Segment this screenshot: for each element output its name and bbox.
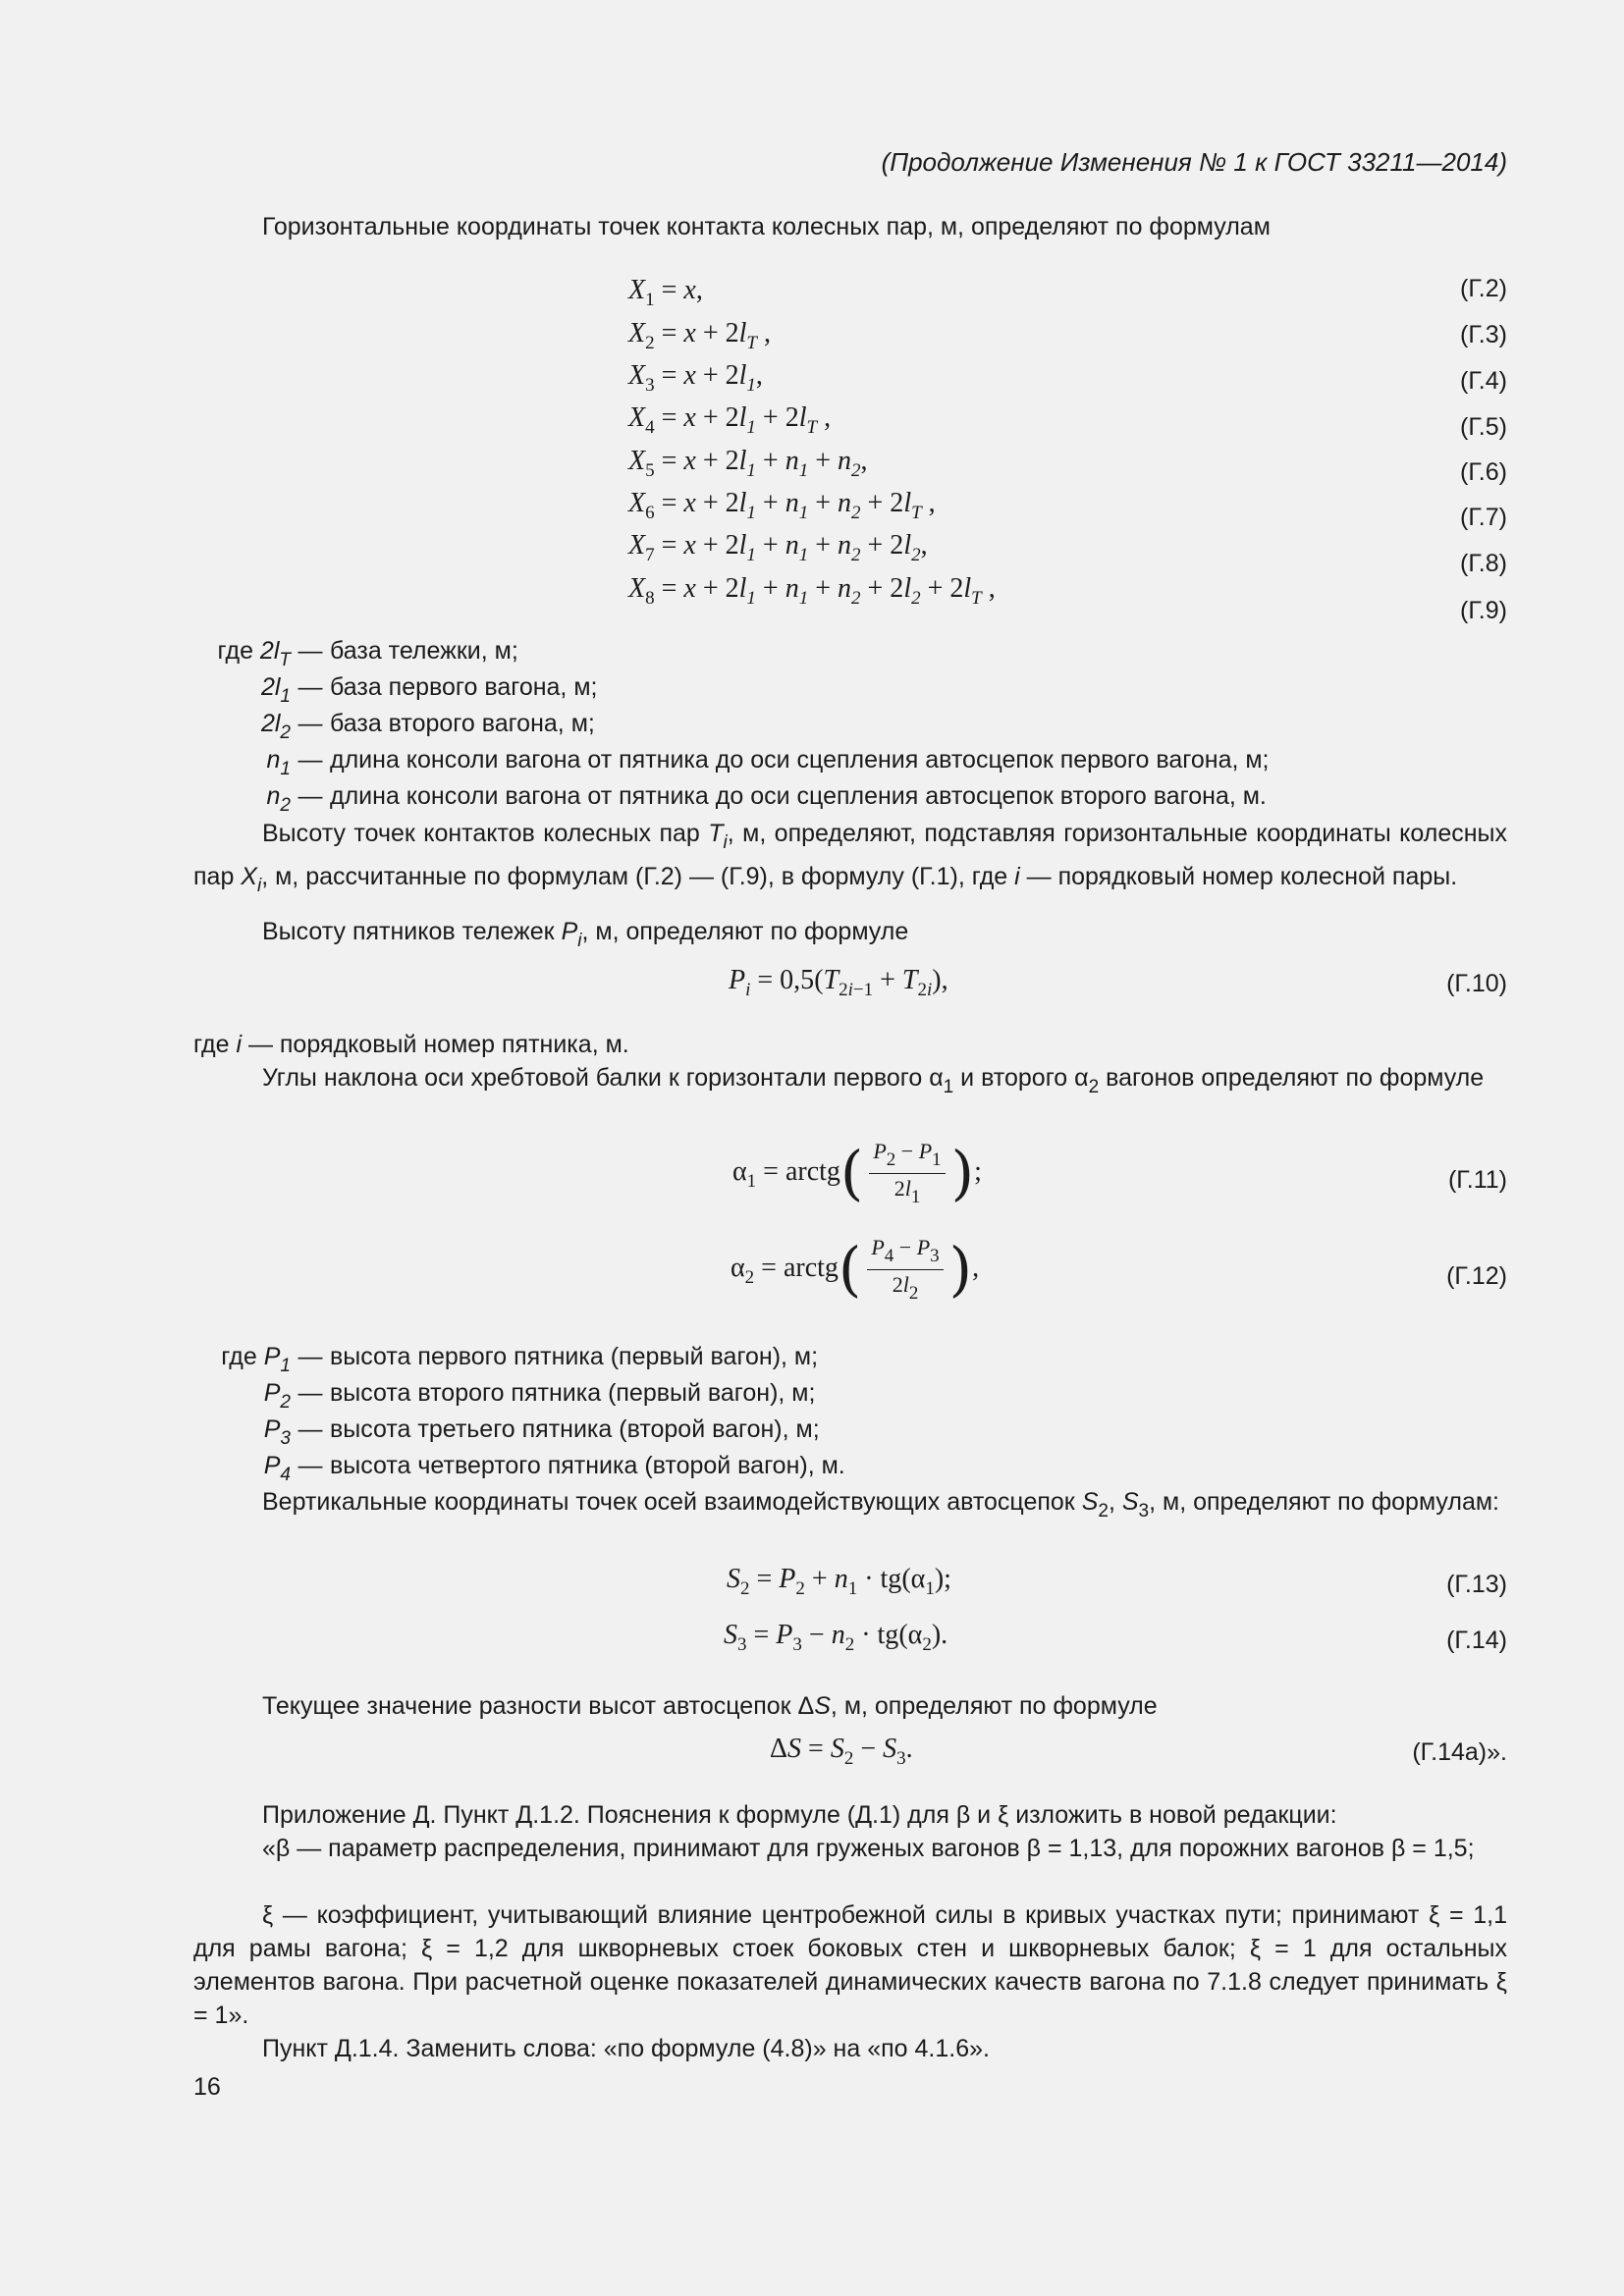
- equation-number-g10: (Г.10): [1446, 970, 1507, 997]
- para-pivot-height: Высоту пятников тележек $P_i$, м, определяют по формуле: [262, 918, 909, 951]
- para-where-i: где i — порядковый номер пятника, м.: [193, 1031, 629, 1058]
- equation-g12: $\alpha_2$ = arctg( $\frac{P4 - P3}{2l2}$ ),: [731, 1235, 980, 1305]
- equation-x8: $X_8 = x + 2l_1 + n_1 + n_2 + 2l_2 + 2l_T$ ,: [628, 573, 996, 609]
- equation-number-x1: (Г.2): [1460, 275, 1507, 302]
- equation-number-x7: (Г.8): [1460, 550, 1507, 577]
- equation-number-x6: (Г.7): [1460, 504, 1507, 531]
- appendix-paragraph-1: Приложение Д. Пункт Д.1.2. Пояснения к формуле (Д.1) для β и ξ изложить в новой редакции:: [262, 1801, 1337, 1829]
- equation-number-g14a: (Г.14а)».: [1412, 1738, 1507, 1766]
- equation-number-x2: (Г.3): [1460, 321, 1507, 348]
- equation-x5: $X_5 = x + 2l_1 + n_1 + n_2$,: [628, 446, 868, 481]
- legend-row: $P_3$ — высота третьего пятника (второй вагон), м;: [263, 1415, 820, 1449]
- page-number: 16: [193, 2073, 221, 2101]
- equation-number-g14: (Г.14): [1446, 1627, 1507, 1654]
- equation-x7: $X_7 = x + 2l_1 + n_1 + n_2 + 2l_2$,: [628, 530, 928, 565]
- para-vertical-coords: Вертикальные координаты точек осей взаимодействующих автосцепок $S_2$, $S_3$, м, определяют по формулам:: [262, 1488, 1499, 1522]
- legend-row: $P_4$ — высота четвертого пятника (второй вагон), м.: [263, 1452, 845, 1485]
- legend-row: $2l_1$ — база первого вагона, м;: [260, 673, 598, 707]
- para-angles: Углы наклона оси хребтовой балки к горизонтали первого $\alpha_1$ и второго $\alpha_2$ вагонов определяют по формуле: [262, 1064, 1485, 1097]
- equation-number-x4: (Г.5): [1460, 413, 1507, 441]
- appendix-paragraph-3: ξ — коэффициент, учитывающий влияние центробежной силы в кривых участках пути; принимают ξ = 1,1 для рамы вагона; ξ = 1,2 для шкворневых стоек боковых стен и шкворневых балок; ξ = 1 для остальных элементов вагона. При расчетной оценке показателей динамических качеств вагона по 7.1.8 следует принимать ξ = 1».: [193, 1901, 1507, 2029]
- equation-x2: $X_2 = x + 2l_T$ ,: [628, 318, 771, 353]
- intro-paragraph: Горизонтальные координаты точек контакта колесных пар, м, определяют по формулам: [262, 213, 1271, 240]
- equation-number-g11: (Г.11): [1447, 1166, 1507, 1194]
- legend-row: $P_2$ — высота второго пятника (первый вагон), м;: [263, 1379, 816, 1413]
- equation-number-x8: (Г.9): [1460, 597, 1507, 624]
- legend-row: $2l_2$ — база второго вагона, м;: [260, 710, 595, 743]
- equation-number-g12: (Г.12): [1446, 1262, 1507, 1290]
- para-height-difference: Текущее значение разности высот автосцепок ΔS, м, определяют по формуле: [262, 1692, 1158, 1720]
- equation-g14: $S_3 = P_3 - n_2 \cdot tg(\alpha_2)$.: [724, 1620, 948, 1655]
- legend-row: где $2l_T$ — база тележки, м;: [217, 637, 518, 670]
- legend-row: $n_2$ — длина консоли вагона от пятника до оси сцепления автосцепок второго вагона, м.: [266, 782, 1267, 816]
- equation-g13: $S_2 = P_2 + n_1 \cdot tg(\alpha_1)$;: [727, 1564, 951, 1599]
- equation-number-g13: (Г.13): [1446, 1571, 1507, 1598]
- equation-x3: $X_3 = x + 2l_1$,: [628, 360, 763, 396]
- para-wheel-height: Высоту точек контактов колесных пар $T_i$, м, определяют, подставляя горизонтальные координаты колесных пар $X_i$, м, рассчитанные по формулам (Г.2) — (Г.9), в формулу (Г.1), где i — порядковый номер колесной пары.: [193, 820, 1507, 896]
- equation-x4: $X_4 = x + 2l_1 + 2l_T$ ,: [628, 402, 832, 438]
- equation-x6: $X_6 = x + 2l_1 + n_1 + n_2 + 2l_T$ ,: [628, 488, 936, 523]
- appendix-paragraph-2: «β — параметр распределения, принимают для груженых вагонов β = 1,13, для порожних вагонов β = 1,5;: [262, 1835, 1475, 1862]
- legend-row: где $P_1$ — высота первого пятника (первый вагон), м;: [221, 1343, 819, 1376]
- page-header: (Продолжение Изменения № 1 к ГОСТ 33211—2014): [881, 147, 1507, 177]
- appendix-paragraph-4: Пункт Д.1.4. Заменить слова: «по формуле (4.8)» на «по 4.1.6».: [262, 2035, 990, 2062]
- equation-x1: $X_1 = x$,: [628, 275, 703, 310]
- equation-number-x3: (Г.4): [1460, 367, 1507, 395]
- equation-g10: $P_i = 0,5(T_{2i-1} + T_{2i})$,: [729, 965, 948, 1000]
- equation-number-x5: (Г.6): [1460, 458, 1507, 486]
- legend-row: $n_1$ — длина консоли вагона от пятника до оси сцепления автосцепок первого вагона, м;: [266, 746, 1270, 779]
- equation-g11: $\alpha_1$ = arctg( $\frac{P2 - P1}{2l1}$ );: [732, 1139, 982, 1208]
- equation-g14a: $\Delta S = S_2 - S_3$.: [770, 1734, 913, 1769]
